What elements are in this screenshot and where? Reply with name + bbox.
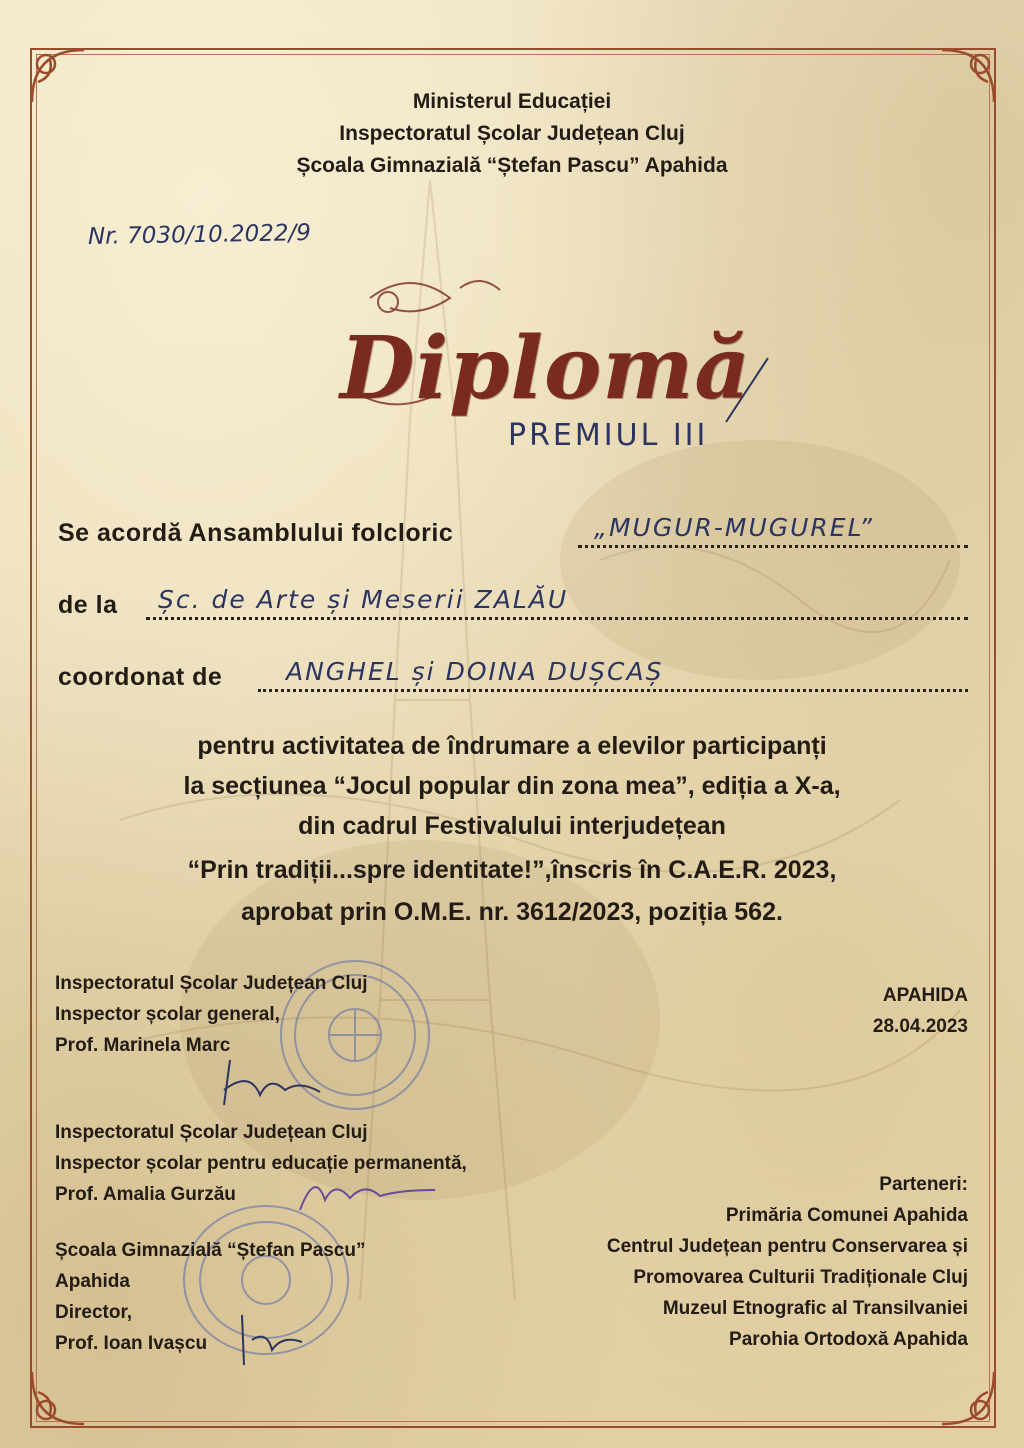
signatory-3-name: Prof. Ioan Ivașcu — [55, 1333, 208, 1354]
awarded-line — [58, 512, 968, 552]
coordinated-line — [58, 656, 968, 696]
registration-number: Nr. 7030/10.2022/9 — [87, 220, 312, 250]
place-date — [873, 980, 968, 1042]
from-value: Șc. de Arte și Meserii ZALĂU — [158, 585, 569, 614]
place: APAHIDA — [882, 985, 968, 1006]
partner-item: Promovarea Culturii Tradiționale Cluj — [633, 1267, 968, 1288]
signatory-2-name: Prof. Amalia Gurzău — [55, 1184, 236, 1205]
award-level: PREMIUL III — [508, 418, 709, 453]
partners-heading: Parteneri: — [879, 1174, 968, 1195]
body-line-5: aprobat prin O.M.E. nr. 3612/2023, poziția 562. — [241, 898, 783, 926]
from-line — [58, 584, 968, 624]
signatory-3-role: Director, — [55, 1302, 133, 1323]
corner-ornament-bottom-right — [932, 1362, 1002, 1432]
body-line-3: din cadrul Festivalului interjudețean — [298, 812, 726, 840]
body-line-1: pentru activitatea de îndrumare a elevilor participanți — [197, 732, 827, 760]
signatory-school-director — [55, 1235, 365, 1359]
diploma-title: Diplomă — [340, 318, 752, 419]
coordinated-value: ANGHEL și DOINA DUȘCAȘ — [286, 657, 664, 686]
signatory-inspector-permanent-education — [55, 1117, 467, 1210]
awarded-value: „MUGUR-MUGUREL” — [594, 513, 874, 542]
signatory-3-town: Apahida — [55, 1271, 130, 1292]
signatory-3-institution: Școala Gimnazială “Ștefan Pascu” — [55, 1240, 366, 1261]
signatory-2-institution: Inspectoratul Școlar Județean Cluj — [55, 1122, 368, 1143]
coordinated-dotted-line — [258, 689, 968, 692]
partner-item: Primăria Comunei Apahida — [725, 1205, 968, 1226]
handwritten-slash — [718, 352, 778, 432]
partner-item: Centrul Județean pentru Conservarea și — [606, 1236, 968, 1257]
body-line-4: “Prin tradiții...spre identitate!”,înscris în C.A.E.R. 2023, — [187, 856, 837, 884]
signatory-1-role: Inspector școlar general, — [55, 1004, 280, 1025]
from-dotted-line — [146, 617, 968, 620]
awarded-dotted-line — [578, 545, 968, 548]
corner-ornament-bottom-left — [24, 1362, 94, 1432]
body-line-2: la secțiunea “Jocul popular din zona mea”, ediția a X-a, — [183, 772, 841, 800]
awarded-label: Se acordă Ansamblului folcloric — [58, 519, 454, 547]
header-ministry: Ministerul Educației — [412, 90, 612, 113]
signatory-1-institution: Inspectoratul Școlar Județean Cluj — [55, 973, 368, 994]
date: 28.04.2023 — [872, 1016, 968, 1037]
header-school: Școala Gimnazială “Ștefan Pascu” Apahida — [296, 154, 728, 177]
partners-list — [607, 1169, 968, 1355]
header-inspectorate: Inspectoratul Școlar Județean Cluj — [339, 122, 685, 145]
partner-item: Parohia Ortodoxă Apahida — [729, 1329, 968, 1350]
partner-item: Muzeul Etnografic al Transilvaniei — [662, 1298, 968, 1319]
coordinated-label: coordonat de — [58, 663, 223, 691]
signatory-inspector-general — [55, 968, 368, 1061]
signatory-2-role: Inspector școlar pentru educație permanentă, — [55, 1153, 467, 1174]
from-label: de la — [58, 591, 118, 619]
signatory-1-name: Prof. Marinela Marc — [55, 1035, 231, 1056]
